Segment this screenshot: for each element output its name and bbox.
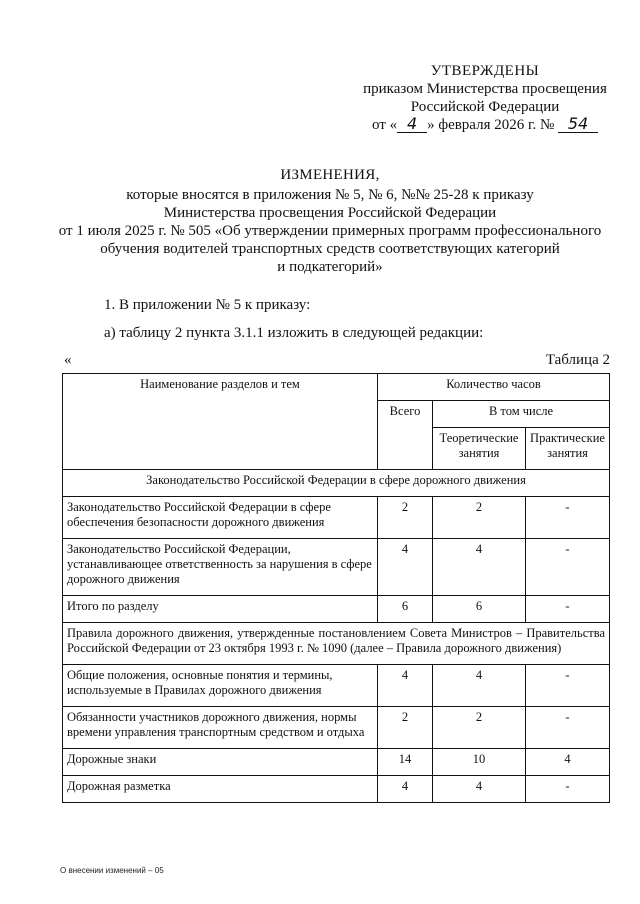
footer-note: О внесении изменений – 05 bbox=[60, 866, 164, 875]
table-row bbox=[63, 749, 610, 776]
title-line-4: обучения водителей транспортных средств соответствующих категорий bbox=[100, 241, 560, 257]
approval-line-1: приказом Министерства просвещения bbox=[363, 81, 607, 97]
row-practice: - bbox=[526, 707, 610, 749]
row-total: 4 bbox=[378, 539, 433, 596]
title-line-1: которые вносятся в приложения № 5, № 6, №№ 25-28 к приказу bbox=[126, 187, 534, 203]
row-theory: 4 bbox=[433, 665, 526, 707]
row-name: Обязанности участников дорожного движения, нормы времени управления транспортным средством и отдыха bbox=[63, 707, 378, 749]
title-line-2: Министерства просвещения Российской Федерации bbox=[163, 205, 497, 221]
approval-heading: УТВЕРЖДЕНЫ bbox=[430, 63, 540, 79]
row-theory: 6 bbox=[433, 596, 526, 623]
table-row bbox=[63, 707, 610, 749]
item-1a: а) таблицу 2 пункта 3.1.1 изложить в следующей редакции: bbox=[104, 325, 484, 341]
table-row bbox=[63, 497, 610, 539]
row-theory: 4 bbox=[433, 539, 526, 596]
row-total: 14 bbox=[378, 749, 433, 776]
row-practice: - bbox=[526, 665, 610, 707]
row-theory: 2 bbox=[433, 707, 526, 749]
row-name: Дорожные знаки bbox=[63, 749, 378, 776]
row-total: 4 bbox=[378, 776, 433, 803]
row-theory: 10 bbox=[433, 749, 526, 776]
table-row bbox=[63, 539, 610, 596]
row-name: Законодательство Российской Федерации, устанавливающее ответственность за нарушения в сфере дорожного движения bbox=[63, 539, 378, 596]
row-practice: - bbox=[526, 596, 610, 623]
row-total: 2 bbox=[378, 707, 433, 749]
row-name: Итого по разделу bbox=[63, 596, 378, 623]
handwritten-order-number: 54 bbox=[558, 116, 598, 133]
approval-date-line: от « 4 » февраля 2026 г. № 54 bbox=[340, 116, 630, 134]
section-title: Правила дорожного движения, утвержденные постановлением Совета Министров – Правительства Российской Федерации от 23 октября 1993 г. № 1090 (далее – Правила дорожного движения) bbox=[63, 623, 610, 665]
open-quote: « bbox=[64, 352, 72, 368]
item-1: 1. В приложении № 5 к приказу: bbox=[104, 297, 311, 313]
header-hours: Количество часов bbox=[378, 374, 610, 401]
header-name: Наименование разделов и тем bbox=[63, 374, 378, 470]
row-total: 4 bbox=[378, 665, 433, 707]
title-heading: ИЗМЕНЕНИЯ, bbox=[280, 167, 380, 183]
table-label: Таблица 2 bbox=[545, 352, 610, 368]
table-row bbox=[63, 665, 610, 707]
table-section-row bbox=[63, 470, 610, 497]
row-total: 6 bbox=[378, 596, 433, 623]
handwritten-day: 4 bbox=[397, 116, 427, 133]
title-line-5: и подкатегорий» bbox=[277, 259, 383, 275]
row-practice: - bbox=[526, 497, 610, 539]
table-section-row bbox=[63, 623, 610, 665]
table-row bbox=[63, 596, 610, 623]
header-including: В том числе bbox=[433, 401, 610, 428]
header-total: Всего bbox=[378, 401, 433, 470]
approval-line-2: Российской Федерации bbox=[410, 99, 560, 115]
row-practice: - bbox=[526, 539, 610, 596]
row-total: 2 bbox=[378, 497, 433, 539]
document-title bbox=[40, 166, 620, 276]
hours-table bbox=[62, 373, 610, 803]
header-practice: Практические занятия bbox=[526, 428, 610, 470]
section-title: Законодательство Российской Федерации в сфере дорожного движения bbox=[63, 470, 610, 497]
row-theory: 4 bbox=[433, 776, 526, 803]
row-name: Общие положения, основные понятия и термины, используемые в Правилах дорожного движения bbox=[63, 665, 378, 707]
table-row bbox=[63, 776, 610, 803]
row-practice: - bbox=[526, 776, 610, 803]
row-name: Законодательство Российской Федерации в сфере обеспечения безопасности дорожного движения bbox=[63, 497, 378, 539]
header-theory: Теоретические занятия bbox=[433, 428, 526, 470]
row-name: Дорожная разметка bbox=[63, 776, 378, 803]
row-theory: 2 bbox=[433, 497, 526, 539]
row-practice: 4 bbox=[526, 749, 610, 776]
approval-stamp bbox=[340, 62, 630, 134]
title-line-3: от 1 июля 2025 г. № 505 «Об утверждении примерных программ профессионального bbox=[58, 223, 602, 239]
